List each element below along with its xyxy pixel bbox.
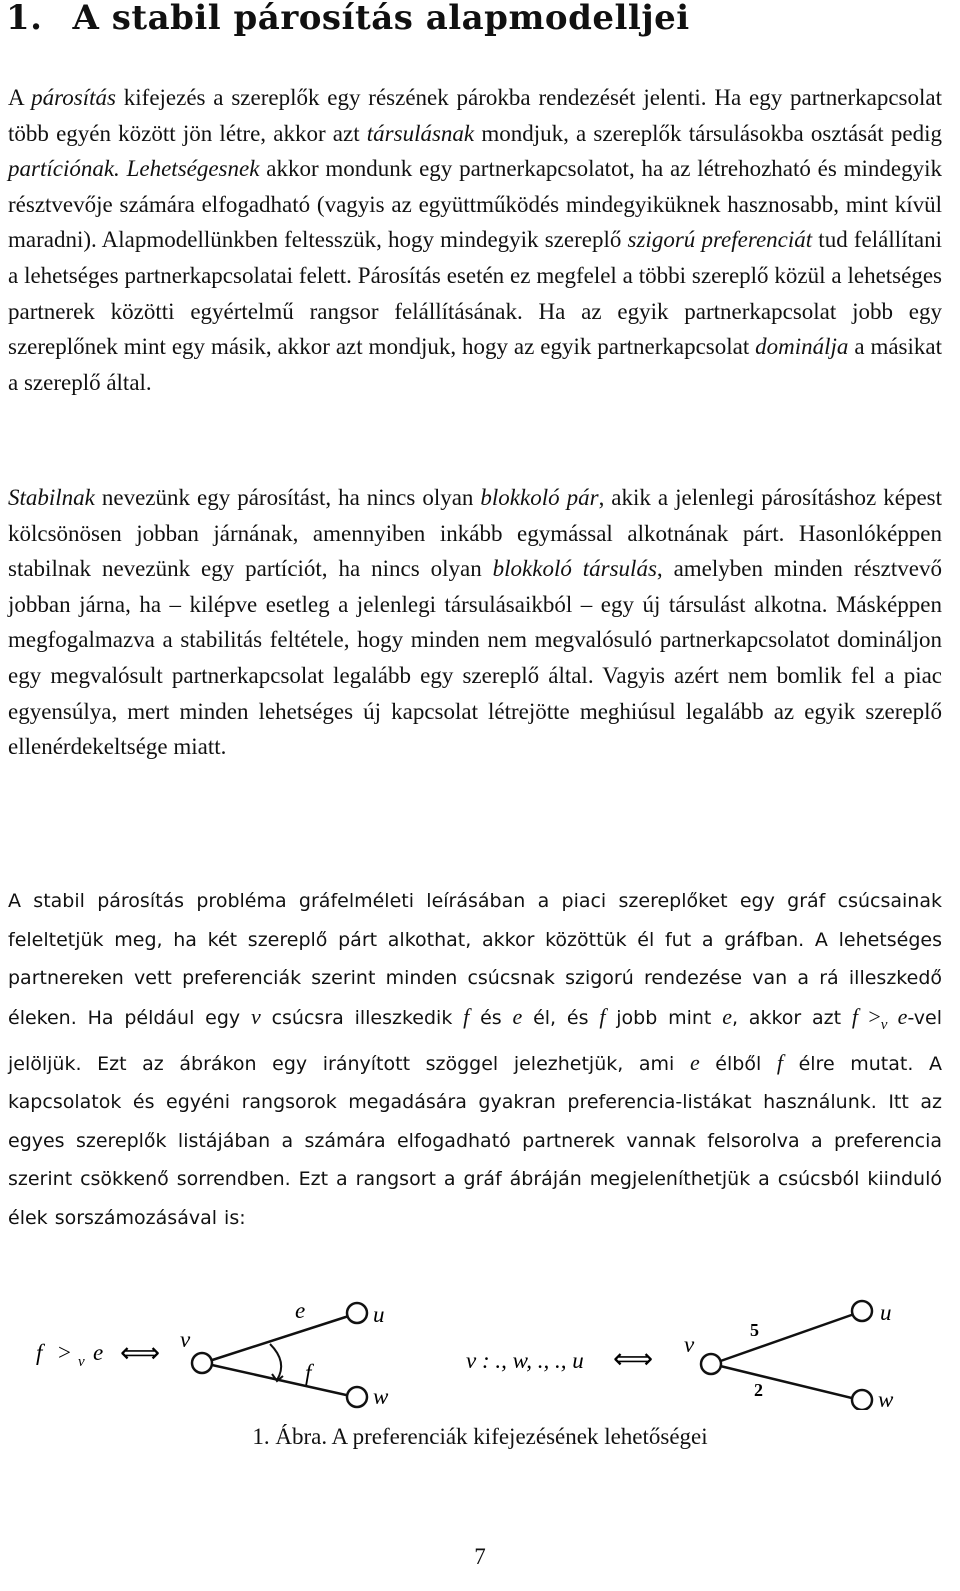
node-w-right (852, 1390, 872, 1410)
section-title: A stabil párosítás alapmodelljei (72, 0, 690, 38)
figure-preferences (0, 1290, 960, 1410)
node-v-left (192, 1353, 212, 1373)
page-number: 7 (474, 1544, 486, 1569)
node-v-right (701, 1354, 721, 1374)
paragraph-2: Stabilnak nevezünk egy párosítást, ha nincs olyan blokkoló pár, akik a jelenlegi párosításhoz képest kölcsönösen jobban járnának, amennyiben inkább egymással alkotnának párt. Hasonlóképpen stabilnak nevezünk egy partíciót, ha nincs olyan blokkoló társulás, amelyben minden résztvevő jobban járna, ha – kilépve esetleg a jelenlegi társulásaikból – egy új társulást alkotna. Másképpen megfogalmazva a stabilitás feltétele, hogy minden nem megvalósuló partnerkapcsolatot domináljon egy megvalósult partnerkapcsolat legalább egy szereplő által. Vagyis azért nem bomlik fel a piac egyensúlya, mert minden lehetséges új kapcsolat létrejötte meghiúsul legalább az egyik szereplő ellenérdekeltsége miatt. (8, 485, 942, 760)
section-number: 1. (6, 0, 43, 38)
paragraph-3: A stabil párosítás probléma gráfelméleti leírásában a piaci szereplőket egy gráf csúcsainak feleltetjük meg, ha két szereplő párt alkothat, akkor közöttük él fut a gráfban. A lehetséges partnereken vett preferenciák szerint minden csúcsnak szigorú rendezése van a rá illeszkedő éleken. Ha például egy v csúcsra illeszkedik f és e él, és f jobb mint e, akkor azt $f >_v$ e-vel jelöljük. Ezt az ábrákon egy irányított szöggel jelezhetjük, ami e élből f élre mutat. A kapcsolatok és egyéni rangsorok megadására gyakran preferencia-listákat használunk. Itt az egyes szereplők listájában a számára elfogadható partnerek vannak felsorolva a preferencia szerint csökkenő sorrendben. Ezt a rangsort a gráf ábráján megjeleníthetjük a csúcsból kiinduló élek sorszámozásával is: (8, 890, 943, 1229)
label-v-left: v (180, 1327, 191, 1352)
expr-sub: v (78, 1354, 85, 1370)
node-u-left (347, 1303, 367, 1323)
section-heading (6, 0, 690, 38)
label-edge-e: e (295, 1298, 306, 1323)
node-u-right (852, 1301, 872, 1321)
label-w-right: w (878, 1387, 894, 1410)
rank-label-w: 2 (754, 1380, 763, 1400)
label-v-right: v (684, 1332, 695, 1357)
figure-svg (0, 1290, 960, 1410)
figure-caption: 1. Ábra. A preferenciák kifejezésének lehetőségei (252, 1424, 708, 1449)
label-u-left: u (373, 1302, 385, 1327)
iff-symbol-1: ⟺ (120, 1338, 161, 1369)
paragraph-1: A párosítás kifejezés a szereplők egy részének párokba rendezését jelenti. Ha egy partnerkapcsolat több egyén között jön létre, akkor azt társulásnak mondjuk, a szereplők társulásokba osztását pedig partíciónak. Lehetségesnek akkor mondunk egy partnerkapcsolatot, ha az létrehozható és mindegyik résztvevője számára elfogadható (vagyis az együttműködés mindegyiküknek hasznosabb, mint kívül maradni). Alapmodellünkben feltesszük, hogy mindegyik szereplő szigorú preferenciát tud felállítani a lehetséges partnerkapcsolatai felett. Párosítás esetén ez megfelel a többi szereplő közül a lehetséges partnerek közötti egyértelmű rangsor felállításának. Ha az egyik partnerkapcsolat jobb egy szereplőnek mint egy másik, akkor azt mondjuk, hogy az egyik partnerkapcsolat dominálja a másikat a szereplő által. (8, 85, 942, 395)
expr-f: f (36, 1340, 43, 1365)
iff-symbol-2: ⟺ (613, 1344, 654, 1375)
rank-label-u: 5 (750, 1320, 759, 1340)
expr-e: e (93, 1340, 104, 1365)
preference-list: v : ., w, ., ., u (466, 1348, 584, 1373)
label-edge-f: f (305, 1360, 312, 1385)
edge-vu-right (712, 1312, 860, 1364)
node-w-left (347, 1387, 367, 1407)
expr-gt: > (58, 1340, 71, 1365)
label-u-right: u (880, 1300, 892, 1325)
edge-vw-right (712, 1364, 860, 1400)
label-w-left: w (373, 1384, 389, 1409)
